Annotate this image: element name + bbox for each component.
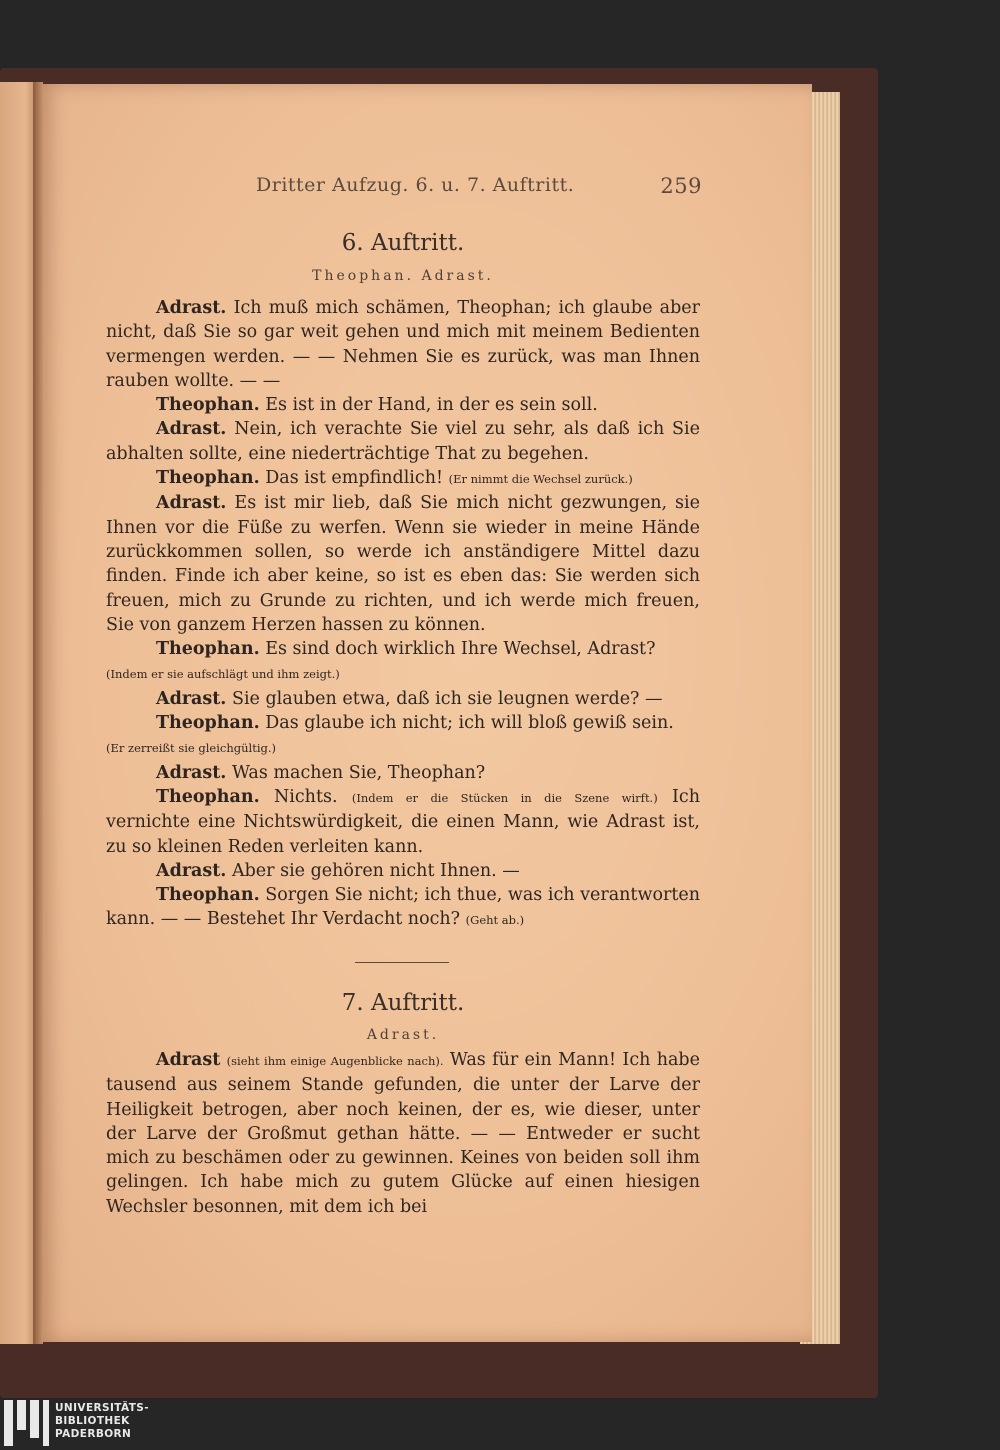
page-number: 259 — [660, 174, 702, 198]
stage-direction: (Er nimmt die Wechsel zurück.) — [448, 472, 633, 487]
speaker-name: Theophan. — [156, 713, 260, 734]
speaker-name: Adrast. — [156, 860, 227, 881]
dialogue-text: Nein, ich verachte Sie viel zu sehr, als daß ich Sie abhalten sollte, eine niederträchtige That zu begehen. — [106, 419, 700, 464]
speaker-name: Theophan. — [156, 468, 260, 489]
dialogue-paragraph — [106, 735, 700, 760]
scene-7-cast: Adrast. — [366, 1027, 440, 1043]
dialogue-paragraph — [106, 883, 700, 933]
scene-7-text — [106, 1048, 700, 1219]
dialogue-paragraph — [106, 761, 700, 785]
dialogue-text: Ich muß mich schämen, Theophan; ich glaube aber nicht, daß Sie so gar weit gehen und mich mit meinem Bedienten vermengen werden. — — Nehmen Sie es zurück, was man Ihnen rauben wollte. — — — [106, 298, 700, 391]
dialogue-text: Es ist in der Hand, in der es sein soll. — [259, 395, 598, 416]
stage-direction: (Geht ab.) — [465, 913, 525, 928]
dialogue-paragraph — [106, 859, 700, 883]
speaker-name: Theophan. — [156, 885, 260, 906]
section-divider — [355, 962, 449, 963]
dialogue-paragraph — [106, 296, 700, 393]
dialogue-text: Ich vernichte eine Nichtswürdigkeit, die einen Mann, wie Adrast ist, zu so kleinen Reden verleiten kann. — [106, 786, 700, 857]
dialogue-paragraph — [106, 1048, 700, 1219]
dialogue-text: Sie glauben etwa, daß ich sie leugnen werde? — — [226, 688, 663, 709]
dialogue-text: Was machen Sie, Theophan? — [226, 762, 486, 783]
speaker-name: Theophan. — [156, 786, 260, 807]
stage-direction: (sieht ihm einige Augenblicke nach). — [226, 1054, 444, 1068]
dialogue-paragraph — [106, 785, 700, 859]
left-page-edge — [0, 82, 36, 1344]
dialogue-paragraph — [106, 661, 700, 686]
dialogue-text: Sorgen Sie nicht; ich thue, was ich verantworten kann. — — Bestehet Ihr Verdacht noch? — [106, 885, 700, 930]
logo-line: PADERBORN — [55, 1428, 132, 1440]
dialogue-text: Was für ein Mann! Ich habe tausend aus seinem Stande gefunden, die unter der Larve der Heiligkeit betrogen, aber noch keinen, der es, wie dieser, unter der Larve der Großmut gethan hätte. — — Entweder er sucht mich zu beschämen oder zu gewinnen. Keines von beiden soll ihm gelingen. Ich habe mich zu gutem Glücke auf einen hiesigen Wechsler besonnen, mit dem ich bei — [106, 1050, 700, 1217]
speaker-name: Adrast — [156, 1050, 221, 1070]
speaker-name: Theophan. — [156, 395, 260, 416]
dialogue-paragraph — [106, 393, 700, 417]
speaker-name: Adrast. — [156, 419, 227, 440]
dialogue-paragraph — [106, 711, 700, 735]
speaker-name: Adrast. — [156, 298, 227, 318]
scene-6-text — [106, 296, 700, 933]
logo-line: BIBLIOTHEK — [55, 1415, 130, 1427]
stage-direction: (Indem er die Stücken in die Szene wirft.) — [351, 790, 658, 805]
dialogue-text: Nichts. — [259, 786, 352, 807]
book-gutter — [33, 82, 43, 1344]
dialogue-text: Das glaube ich nicht; ich will bloß gewiß sein. — [259, 713, 674, 734]
dialogue-text: Es sind doch wirklich Ihre Wechsel, Adrast? — [259, 639, 656, 660]
library-logo-text — [55, 1402, 149, 1441]
dialogue-text: Das ist empfindlich! — [259, 468, 449, 489]
running-head-text: Dritter Aufzug. 6. u. 7. Auftritt. — [256, 174, 575, 196]
logo-line: UNIVERSITÄTS- — [55, 1402, 150, 1414]
scene-7-title: 7. Auftritt. — [341, 990, 465, 1016]
scene-6-cast: Theophan. Adrast. — [312, 268, 494, 284]
stage-direction: (Er zerreißt sie gleichgültig.) — [106, 741, 276, 756]
dialogue-paragraph — [106, 417, 700, 466]
speaker-name: Adrast. — [156, 493, 227, 514]
dialogue-paragraph — [106, 491, 700, 637]
speaker-name: Adrast. — [156, 688, 227, 709]
library-logo-mark-icon — [4, 1400, 49, 1446]
speaker-name: Adrast. — [156, 762, 227, 783]
library-logo — [4, 1400, 154, 1446]
speaker-name: Theophan. — [156, 639, 260, 660]
dialogue-paragraph — [106, 687, 700, 711]
dialogue-paragraph — [106, 466, 700, 491]
running-head — [256, 174, 706, 196]
dialogue-paragraph — [106, 637, 700, 661]
scene-6-title: 6. Auftritt. — [341, 230, 465, 256]
dialogue-text: Es ist mir lieb, daß Sie mich nicht gezwungen, sie Ihnen vor die Füße zu werfen. Wenn sie wieder in meine Hände zurückkommen sollen, so werde ich anständigere Mittel dazu finden. Finde ich aber keine, so ist es eben das: Sie werden sich freuen, mich zu Grunde zu richten, und ich werde mich freuen, Sie von ganzem Herzen hassen zu können. — [106, 493, 700, 635]
dialogue-text: Aber sie gehören nicht Ihnen. — — [226, 860, 520, 881]
stage-direction: (Indem er sie aufschlägt und ihm zeigt.) — [106, 667, 340, 682]
